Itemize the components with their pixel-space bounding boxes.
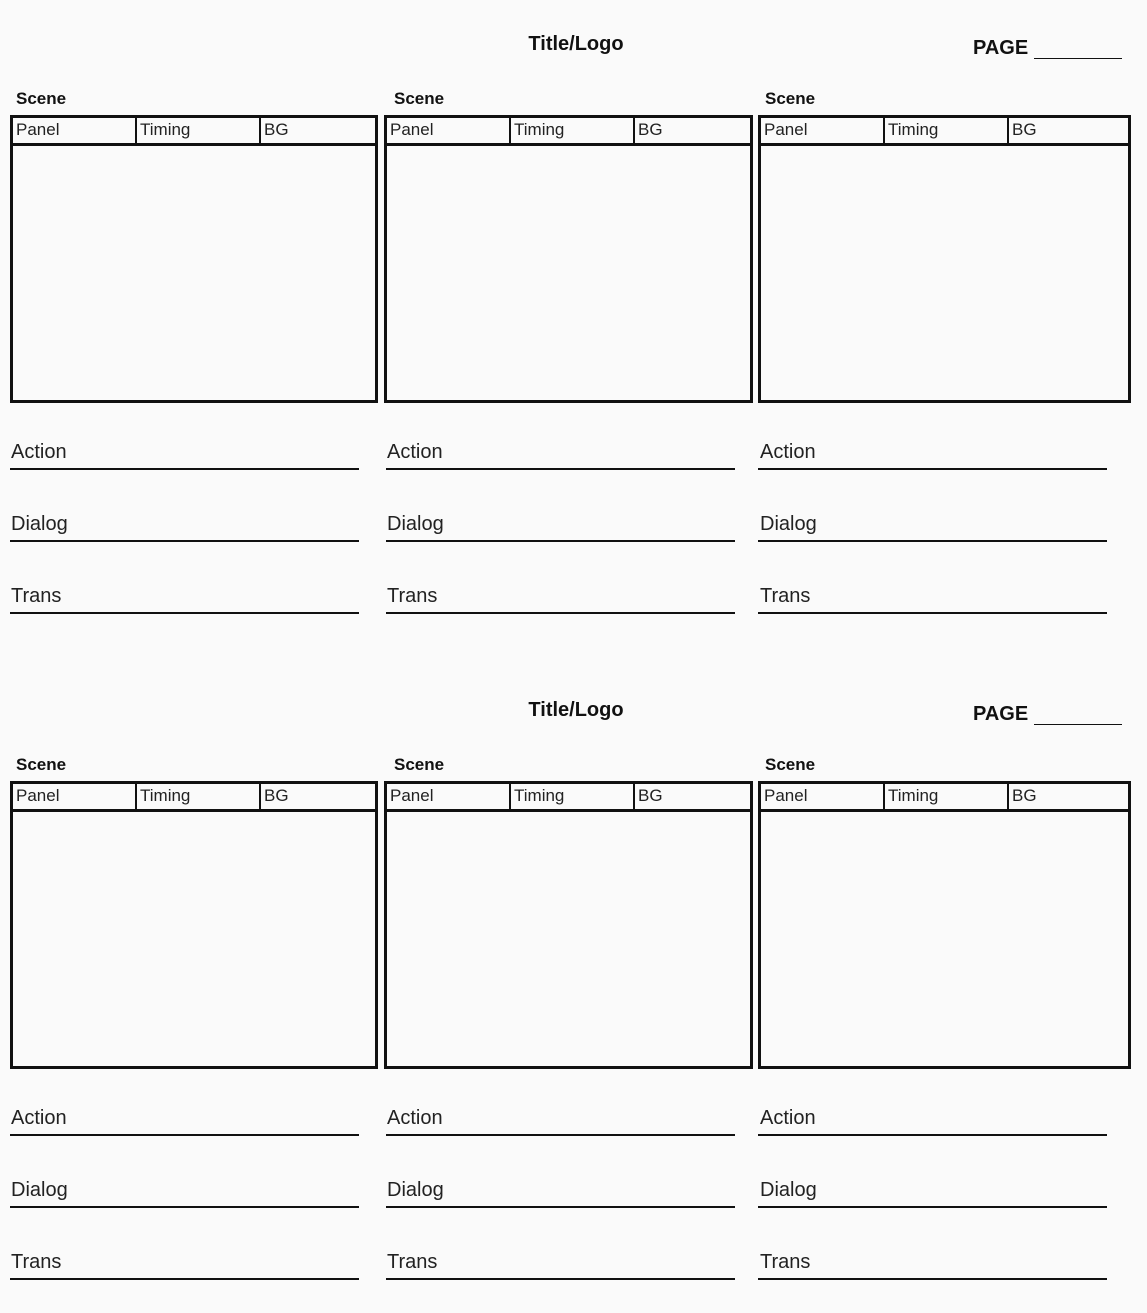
trans-line[interactable] — [386, 1278, 735, 1280]
action-line[interactable] — [758, 1134, 1107, 1136]
panel-header — [387, 118, 750, 146]
trans-line[interactable] — [10, 1278, 359, 1280]
page-number-label: PAGE — [973, 703, 1029, 725]
sheet-title: Title/Logo — [528, 33, 624, 55]
trans-label: Trans — [760, 1251, 811, 1273]
timing-cell[interactable]: Timing — [511, 784, 635, 809]
page-number-field[interactable] — [1034, 724, 1122, 725]
trans-line[interactable] — [758, 612, 1107, 614]
trans-label: Trans — [760, 585, 811, 607]
panel-header — [761, 118, 1128, 146]
dialog-label: Dialog — [387, 513, 444, 535]
bg-cell[interactable]: BG — [264, 786, 289, 805]
dialog-label: Dialog — [760, 1179, 817, 1201]
action-line[interactable] — [386, 468, 735, 470]
drawing-area[interactable] — [761, 146, 1128, 400]
panel-number-cell[interactable]: Panel — [761, 118, 885, 143]
drawing-area[interactable] — [13, 812, 375, 1066]
timing-cell[interactable]: Timing — [511, 118, 635, 143]
trans-line[interactable] — [386, 612, 735, 614]
page-number-field[interactable] — [1034, 58, 1122, 59]
action-label: Action — [760, 441, 816, 463]
scene-label: Scene — [765, 755, 816, 774]
action-line[interactable] — [758, 468, 1107, 470]
dialog-label: Dialog — [11, 513, 68, 535]
drawing-area[interactable] — [13, 146, 375, 400]
trans-label: Trans — [387, 1251, 438, 1273]
trans-label: Trans — [387, 585, 438, 607]
panel-header — [387, 784, 750, 812]
dialog-line[interactable] — [758, 540, 1107, 542]
panel-frame[interactable] — [10, 115, 378, 403]
panel-number-cell[interactable]: Panel — [13, 784, 137, 809]
timing-cell[interactable]: Timing — [137, 784, 261, 809]
trans-line[interactable] — [10, 612, 359, 614]
scene-label: Scene — [394, 755, 445, 774]
panel-number-cell[interactable]: Panel — [387, 784, 511, 809]
action-label: Action — [11, 441, 67, 463]
panel-number-cell[interactable]: Panel — [761, 784, 885, 809]
scene-label: Scene — [16, 755, 67, 774]
panel-frame[interactable] — [10, 781, 378, 1069]
panel-frame[interactable] — [758, 781, 1131, 1069]
dialog-label: Dialog — [11, 1179, 68, 1201]
action-line[interactable] — [10, 468, 359, 470]
panel-number-cell[interactable]: Panel — [387, 118, 511, 143]
dialog-line[interactable] — [10, 540, 359, 542]
timing-cell[interactable]: Timing — [885, 118, 1009, 143]
bg-cell[interactable]: BG — [264, 120, 289, 139]
action-label: Action — [387, 441, 443, 463]
dialog-line[interactable] — [386, 1206, 735, 1208]
action-label: Action — [11, 1107, 67, 1129]
panel-header — [13, 784, 375, 812]
drawing-area[interactable] — [387, 812, 750, 1066]
drawing-area[interactable] — [387, 146, 750, 400]
panel-frame[interactable] — [384, 781, 753, 1069]
timing-cell[interactable]: Timing — [885, 784, 1009, 809]
bg-cell[interactable]: BG — [1012, 120, 1037, 139]
dialog-label: Dialog — [387, 1179, 444, 1201]
timing-cell[interactable]: Timing — [137, 118, 261, 143]
scene-label: Scene — [394, 89, 445, 108]
page-number-label: PAGE — [973, 37, 1029, 59]
sheet-title: Title/Logo — [528, 699, 624, 721]
bg-cell[interactable]: BG — [1012, 786, 1037, 805]
trans-label: Trans — [11, 585, 62, 607]
dialog-line[interactable] — [758, 1206, 1107, 1208]
dialog-line[interactable] — [386, 540, 735, 542]
trans-label: Trans — [11, 1251, 62, 1273]
panel-header — [13, 118, 375, 146]
bg-cell[interactable]: BG — [638, 786, 663, 805]
dialog-line[interactable] — [10, 1206, 359, 1208]
trans-line[interactable] — [758, 1278, 1107, 1280]
action-label: Action — [760, 1107, 816, 1129]
drawing-area[interactable] — [761, 812, 1128, 1066]
scene-label: Scene — [16, 89, 67, 108]
panel-number-cell[interactable]: Panel — [13, 118, 137, 143]
panel-frame[interactable] — [384, 115, 753, 403]
panel-header — [761, 784, 1128, 812]
action-label: Action — [387, 1107, 443, 1129]
dialog-label: Dialog — [760, 513, 817, 535]
scene-label: Scene — [765, 89, 816, 108]
bg-cell[interactable]: BG — [638, 120, 663, 139]
action-line[interactable] — [10, 1134, 359, 1136]
action-line[interactable] — [386, 1134, 735, 1136]
panel-frame[interactable] — [758, 115, 1131, 403]
